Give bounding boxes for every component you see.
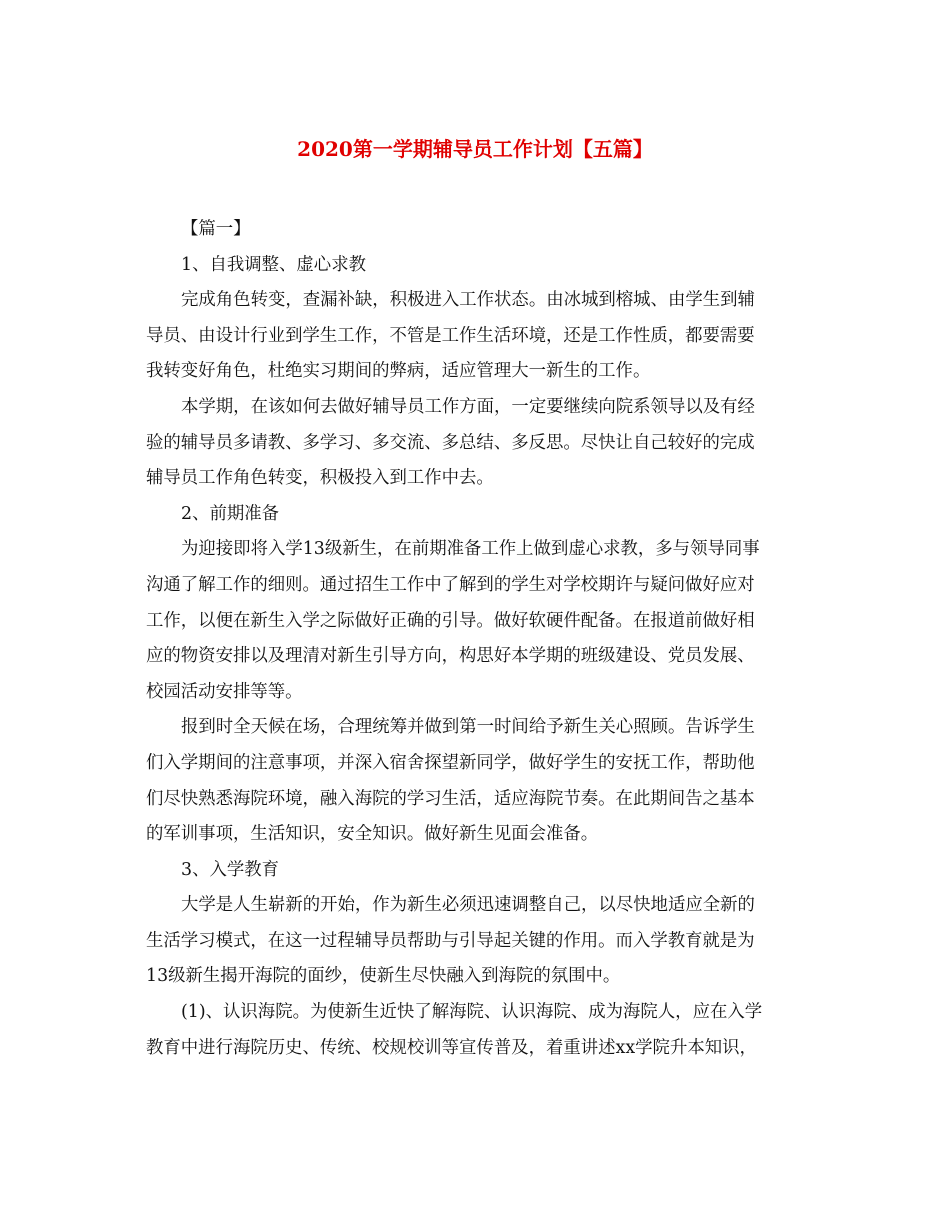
text-line: 2、前期准备 <box>181 503 280 524</box>
text-line: 沟通了解工作的细则。通过招生工作中了解到的学生对学校期许与疑问做好应对 <box>146 574 755 595</box>
text-line: 教育中进行海院历史、传统、校规校训等宣传普及，着重讲述xx学院升本知识， <box>146 1037 757 1058</box>
document-body <box>146 212 806 1066</box>
text-line: 本学期，在该如何去做好辅导员工作方面，一定要继续向院系领导以及有经 <box>181 396 755 417</box>
text-line: 13级新生揭开海院的面纱，使新生尽快融入到海院的氛围中。 <box>146 966 621 987</box>
text-line: 【篇一】 <box>181 219 251 239</box>
text-line: 我转变好角色，杜绝实习期间的弊病，适应管理大一新生的工作。 <box>146 361 651 382</box>
text-line: 大学是人生崭新的开始，作为新生必须迅速调整自己，以尽快地适应全新的 <box>181 895 755 916</box>
text-line: 们入学期间的注意事项，并深入宿舍探望新同学，做好学生的安抚工作，帮助他 <box>146 752 755 773</box>
text-line: 工作，以便在新生入学之际做好正确的引导。做好软硬件配备。在报道前做好相 <box>146 610 755 631</box>
text-line: 辅导员工作角色转变，积极投入到工作中去。 <box>146 468 494 489</box>
document-title: 2020第一学期辅导员工作计划【五篇】 <box>297 137 653 161</box>
text-line: (1)、认识海院。为使新生近快了解海院、认识海院、成为海院人，应在入学 <box>181 1002 763 1023</box>
text-line: 1、自我调整、虚心求教 <box>181 254 366 275</box>
text-line: 报到时全天候在场，合理统筹并做到第一时间给予新生关心照顾。告诉学生 <box>181 717 755 738</box>
text-line: 完成角色转变，查漏补缺，积极进入工作状态。由冰城到榕城、由学生到辅 <box>181 290 755 311</box>
text-line: 的军训事项，生活知识，安全知识。做好新生见面会准备。 <box>146 824 599 845</box>
text-line: 导员、由设计行业到学生工作，不管是工作生活环境，还是工作性质，都要需要 <box>146 325 755 346</box>
text-line: 生活学习模式，在这一过程辅导员帮助与引导起关键的作用。而入学教育就是为 <box>146 930 755 951</box>
text-line: 们尽快熟悉海院环境，融入海院的学习生活，适应海院节奏。在此期间告之基本 <box>146 788 755 809</box>
text-line: 为迎接即将入学13级新生，在前期准备工作上做到虚心求教，多与领导同事 <box>181 539 760 560</box>
text-line: 应的物资安排以及理清对新生引导方向，构思好本学期的班级建设、党员发展、 <box>146 646 755 667</box>
text-line: 3、入学教育 <box>181 859 280 880</box>
text-line: 验的辅导员多请教、多学习、多交流、多总结、多反思。尽快让自己较好的完成 <box>146 432 755 453</box>
text-line: 校园活动安排等等。 <box>146 681 303 702</box>
